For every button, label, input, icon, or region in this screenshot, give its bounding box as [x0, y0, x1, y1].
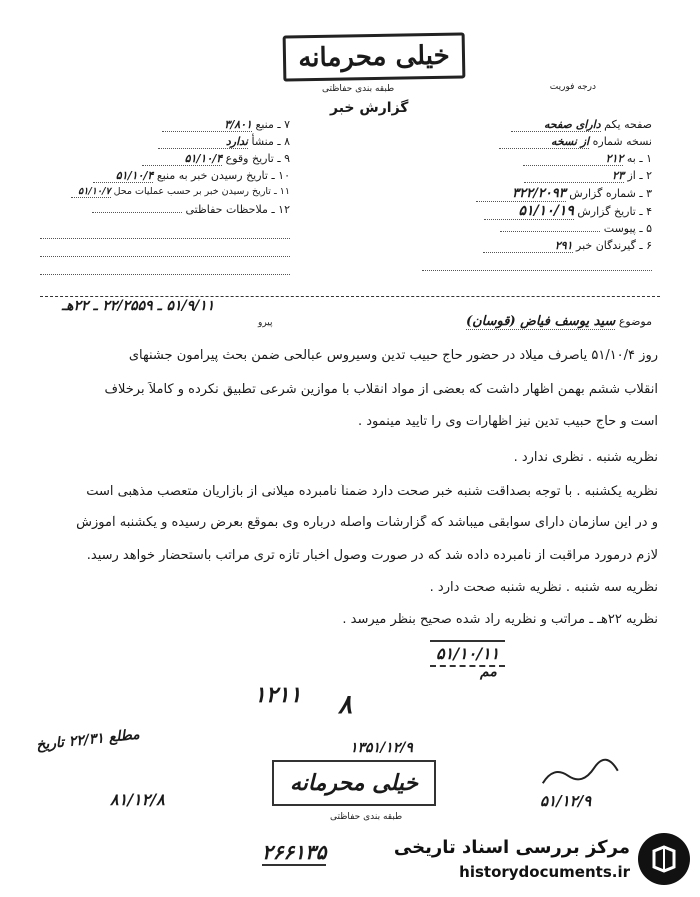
watermark-url: historydocuments.ir	[459, 863, 630, 881]
assessment-line: نظریه سه شنبه . نظریه شنبه صحت دارد .	[429, 580, 658, 595]
field-source: ۷ ـ منبع ۳/۸۰۱	[40, 118, 290, 135]
blank-line	[422, 270, 652, 271]
blank-line	[40, 256, 290, 257]
body-line: انقلاب ششم بهمن اظهار داشت که بعضی از مواد انقلاب با موازین شرعی تطبیق نکرده و کاملاً برخلاف	[104, 382, 658, 397]
bottom-stamp-sub: طبقه بندی حفاظتی	[330, 812, 403, 822]
field-ops-date: ۱۱ ـ تاریخ رسیدن خبر بر حسب عملیات محل ۵۱/۱۰/۷	[40, 186, 290, 203]
right-fields	[422, 118, 652, 256]
bottom-number: ۲۶۶۱۳۵	[262, 840, 327, 864]
left-date: ۸۱/۱۲/۸	[110, 790, 165, 809]
file-mark: ۸	[338, 690, 352, 720]
classification-sub: طبقه بندی حفاظتی	[322, 84, 395, 94]
field-from: ۲ ـ از ۲۳	[422, 169, 652, 186]
file-number: ۱۲۱۱	[254, 682, 302, 708]
blank-line	[40, 274, 290, 275]
left-note: مطلع ۲۲/۳۱ تاریخ	[35, 726, 141, 754]
archive-logo-icon	[638, 833, 690, 885]
field-received-date: ۱۰ ـ تاریخ رسیدن خبر به منبع ۵۱/۱۰/۴	[40, 169, 290, 186]
field-recipients: ۶ ـ گیرندگان خبر ۲۹۱	[422, 239, 652, 256]
signature-date: ۵۱/۱۰/۱۱	[430, 640, 505, 667]
signature-initial: مم	[480, 664, 497, 680]
assessment-line: نظریه یکشنبه . با توجه بصداقت شنبه خبر صحت دارد ضمناً نامبرده میلانی از بازاریان متعصب مذهبی است	[86, 484, 658, 499]
field-copy: نسخه شماره از نسخه	[422, 135, 652, 152]
reference-number: ۵۱/۹/۱۱ ـ ۲۲/۲۵۵۹ ـ ۲۲هـ	[62, 298, 215, 314]
field-event-date: ۹ ـ تاریخ وقوع ۵۱/۱۰/۴	[40, 152, 290, 169]
watermark-title: مرکز بررسی اسناد تاریخی	[393, 837, 630, 858]
scribble-icon	[538, 755, 621, 792]
body-line: است و حاج حبیب تدین نیز اظهارات وی را تأیید مینمود .	[358, 414, 658, 429]
field-origin: ۸ ـ منشأ ندارد	[40, 135, 290, 152]
field-attachment: ۵ ـ پیوست	[422, 222, 652, 239]
field-report-date: ۴ ـ تاریخ گزارش ۵۱/۱۰/۱۹	[422, 203, 652, 222]
left-fields	[40, 118, 290, 220]
blank-line	[40, 238, 290, 239]
watermark	[390, 829, 690, 889]
field-page: صفحه یکم دارای صفحه	[422, 118, 652, 135]
report-title: گزارش خبر	[330, 100, 409, 116]
subject: موضوع سید یوسف فیاض (قوسان)	[465, 314, 652, 329]
grade-label: درجه فوریت	[549, 82, 596, 92]
right-date: ۵۱/۱۲/۹	[540, 792, 592, 810]
body-line: روز ۵۱/۱۰/۴ یاصرف میلاد در حضور حاج حبیب تدین وسیروس عبالحی ضمن بحث پیرامون جشنهای	[128, 348, 658, 363]
field-report-number: ۳ ـ شماره گزارش ۳۲۲/۲۰۹۳	[422, 186, 652, 203]
separator	[40, 296, 660, 297]
right-scribble	[538, 755, 621, 796]
assessment-line: و در این سازمان دارای سوابقی میباشد که گزارشات واصله درباره وی بموقع بعرض رسیده و یکشنبه آموزش	[76, 515, 658, 530]
assessment-line: نظریه ۲۲هـ ـ مراتب و نظریه راد شده صحیح بنظر میرسد .	[342, 612, 658, 627]
bottom-classification-stamp: خیلی محرمانه	[272, 760, 436, 806]
field-security-notes: ۱۲ ـ ملاحظات حفاظتی	[40, 203, 290, 220]
assessment-line: لازم درمورد مراقبت از نامبرده داده شد که در صورت وصول اخبار تازه تری مراتب باستحضار خواهد رسید.	[86, 548, 658, 563]
field-to: ۱ ـ به ۲۱۲	[422, 152, 652, 169]
classification-stamp: خیلی محرمانه	[283, 32, 466, 81]
reference-label: پیرو	[258, 318, 273, 328]
assessment-line: نظریه شنبه . نظری ندارد .	[513, 450, 658, 465]
center-date: ۱۳۵۱/۱۲/۹	[350, 740, 413, 756]
